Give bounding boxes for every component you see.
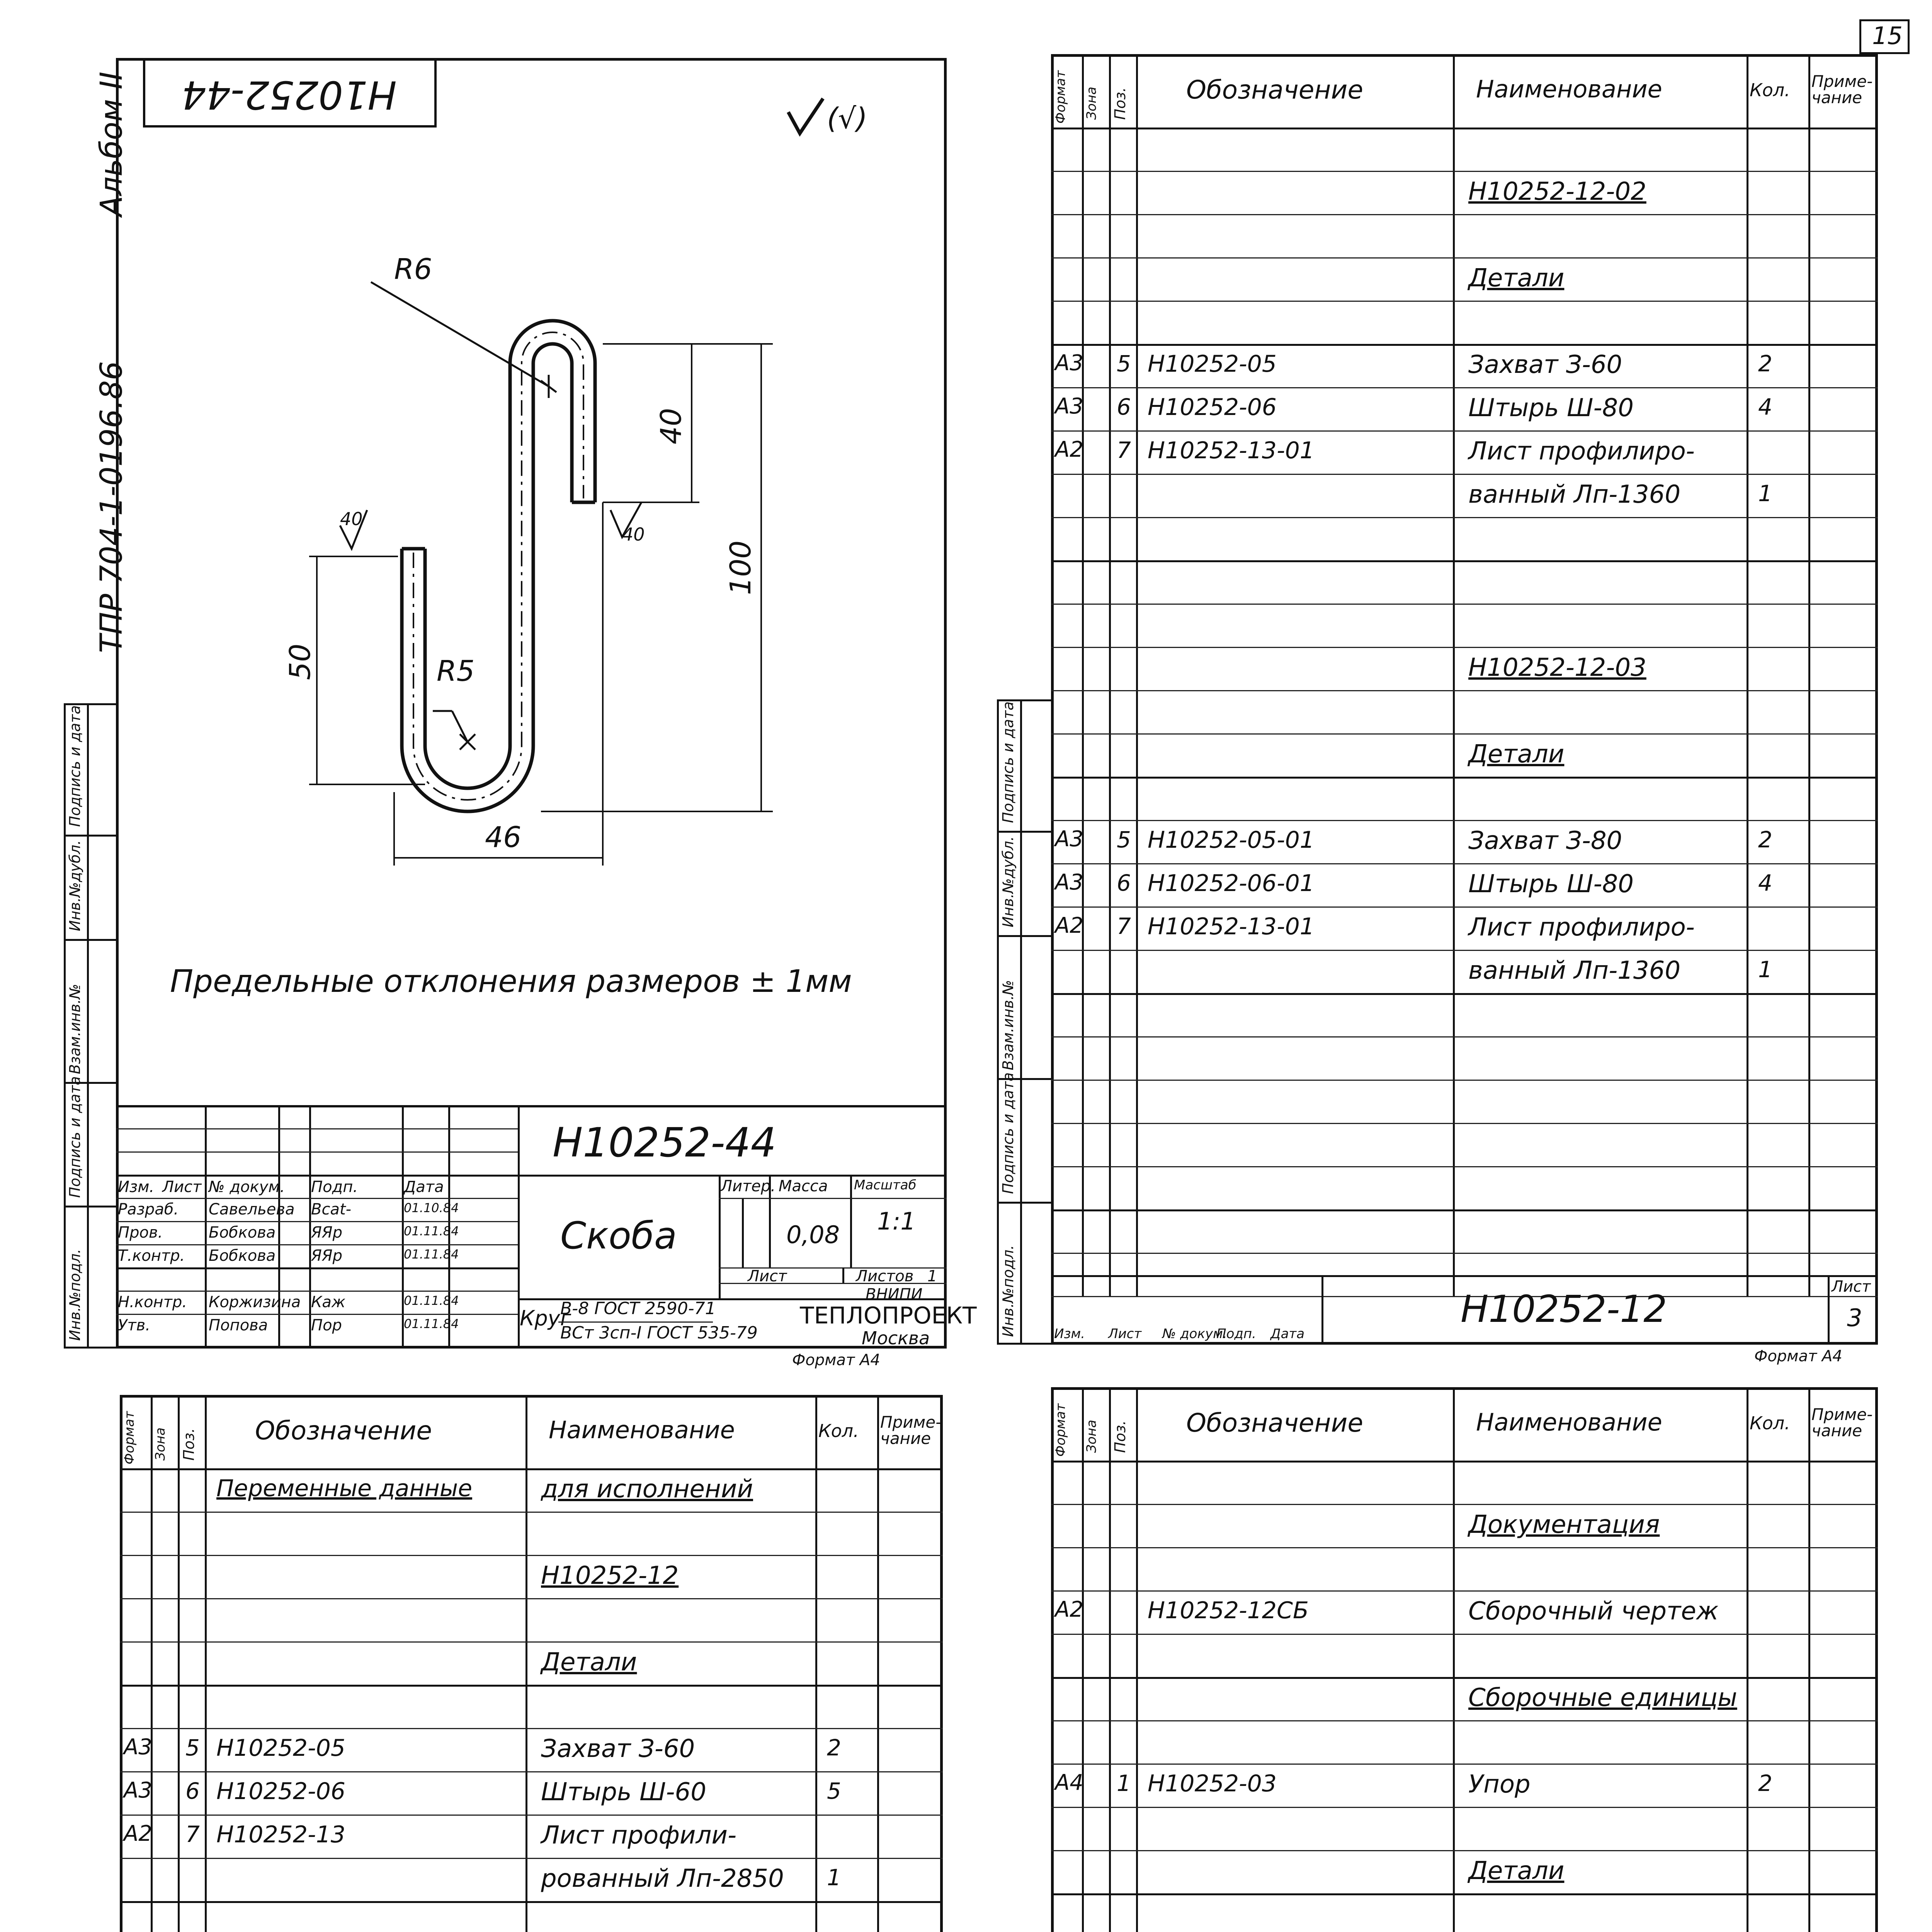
tb-doc-code: Н10252-44 <box>553 1119 776 1166</box>
column-rule <box>1109 54 1111 1296</box>
cell-kol: 2 <box>1758 1770 1772 1797</box>
hdr-format: Формат <box>122 1411 137 1464</box>
side-label-tr-3: Взам.инв.№ <box>1000 980 1017 1070</box>
footer-hdr: Лист <box>1108 1326 1142 1342</box>
cell-format: А3 <box>1055 394 1083 419</box>
cell-poz: 1 <box>1117 1770 1131 1797</box>
cell-naim: Лист профилиро- <box>1468 437 1695 466</box>
cell-poz: 6 <box>1117 394 1131 420</box>
row-rule <box>120 1901 943 1903</box>
row-rule <box>1051 1590 1878 1592</box>
cell-poz: 5 <box>1117 827 1131 853</box>
row-rule <box>1051 171 1878 172</box>
side-label-tr-2: Подпись и дата <box>1000 1072 1017 1194</box>
column-rule <box>151 1395 153 1932</box>
sheet-number: 15 <box>1872 22 1903 50</box>
cell-format: А2 <box>124 1821 152 1847</box>
dim-46: 46 <box>485 821 522 854</box>
cell-poz: 5 <box>185 1735 200 1761</box>
cell-format: А3 <box>1055 350 1083 376</box>
footer-col <box>1321 1275 1323 1345</box>
row-rule <box>1051 1504 1878 1505</box>
hdr-zona: Зона <box>1084 1420 1099 1453</box>
row-rule <box>1051 344 1878 346</box>
hdr-oboz: Обозначение <box>1186 75 1363 105</box>
tb-hdr-data: Дата <box>404 1178 444 1196</box>
hdr-naim: Наименование <box>549 1416 735 1444</box>
tb-material-bottom: ВСт 3сп-I ГОСТ 535-79 <box>560 1323 758 1343</box>
footer-col <box>1828 1275 1830 1345</box>
row-rule <box>1051 733 1878 735</box>
cell-oboz: Переменные данные <box>216 1475 473 1502</box>
album-name: Альбом II <box>94 71 129 216</box>
tb-listov: 1 <box>927 1267 937 1285</box>
roughness-symbol <box>784 97 827 139</box>
tb-person: Попова <box>209 1316 268 1334</box>
row-rule <box>1051 214 1878 215</box>
row-rule <box>1051 1123 1878 1124</box>
cell-kol: 4 <box>1758 870 1772 896</box>
tb-material-top: В-8 ГОСТ 2590-71 <box>560 1299 716 1318</box>
column-rule <box>1453 54 1455 1296</box>
row-rule <box>1051 604 1878 605</box>
column-rule <box>205 1395 207 1932</box>
header-rule <box>1051 1461 1878 1463</box>
tb-col-massa: Масса <box>779 1177 828 1195</box>
cell-kol: 1 <box>1758 480 1772 507</box>
row-rule <box>1051 1547 1878 1548</box>
cell-poz: 7 <box>1117 437 1131 464</box>
header-rule <box>120 1468 943 1470</box>
hdr-format: Формат <box>1053 70 1068 124</box>
tb-role: Т.контр. <box>118 1247 185 1265</box>
column-rule <box>815 1395 817 1932</box>
column-rule <box>178 1395 180 1932</box>
cell-poz: 6 <box>1117 870 1131 896</box>
hdr-kol: Кол. <box>1750 1413 1790 1434</box>
tb-hdr-podp: Подп. <box>311 1178 358 1196</box>
side-label-5: Подпись и дата <box>66 705 83 827</box>
hdr-prim: Приме-чание <box>1811 72 1873 107</box>
cell-poz: 6 <box>185 1778 200 1804</box>
tb-person: Савельева <box>209 1201 295 1218</box>
column-rule <box>1082 54 1084 1296</box>
cell-format: А3 <box>1055 870 1083 895</box>
cell-naim: Детали <box>541 1648 637 1677</box>
footer-doc-code: Н10252-12 <box>1461 1287 1667 1331</box>
tb-role: Н.контр. <box>118 1293 187 1311</box>
cell-naim: Штырь Ш-80 <box>1468 394 1634 423</box>
row-rule <box>120 1728 943 1729</box>
tb-hdr-izm: Изм. <box>118 1178 155 1196</box>
cell-format: А3 <box>124 1778 152 1803</box>
tb-sign: Пор <box>311 1316 342 1334</box>
tb-date: 01.11.84 <box>404 1247 459 1262</box>
row-rule <box>1051 1253 1878 1254</box>
hdr-kol: Кол. <box>1750 80 1790 100</box>
row-rule <box>1051 1764 1878 1765</box>
row-rule <box>1051 1080 1878 1081</box>
row-rule <box>120 1771 943 1772</box>
hdr-oboz: Обозначение <box>1186 1408 1363 1438</box>
row-rule <box>1051 1807 1878 1808</box>
side-label-tr-1: Инв.№подл. <box>1000 1245 1017 1337</box>
row-rule <box>1051 387 1878 388</box>
cell-format: А2 <box>1055 1597 1083 1622</box>
cell-naim: Упор <box>1468 1770 1531 1799</box>
cell-poz: 7 <box>1117 913 1131 940</box>
cell-oboz: Н10252-13-01 <box>1148 913 1315 940</box>
tb-role: Пров. <box>118 1224 163 1242</box>
tb-person: Коржизина <box>209 1293 301 1311</box>
hdr-zona: Зона <box>1084 87 1099 120</box>
tb-person: Бобкова <box>209 1247 276 1265</box>
cell-oboz: Н10252-05 <box>1148 350 1277 378</box>
cell-format: А3 <box>1055 827 1083 852</box>
cell-oboz: Н10252-03 <box>1148 1770 1277 1798</box>
header-rule <box>1051 128 1878 129</box>
footer-hdr: № докум. <box>1162 1326 1227 1342</box>
cell-naim: Лист профилиро- <box>1468 913 1695 942</box>
cell-naim: Н10252-12-03 <box>1468 653 1646 682</box>
row-rule <box>1051 993 1878 995</box>
cell-format: А4 <box>1055 1770 1083 1796</box>
cell-naim: Детали <box>1468 1857 1565 1886</box>
cell-kol: 5 <box>827 1778 841 1804</box>
hdr-zona: Зона <box>153 1427 168 1461</box>
format-label-tr: Формат А4 <box>1754 1347 1842 1365</box>
row-rule <box>120 1598 943 1599</box>
footer-hdr: Изм. <box>1054 1326 1085 1342</box>
column-rule <box>1808 54 1810 1296</box>
cell-naim: Штырь Ш-60 <box>541 1778 706 1807</box>
row-rule <box>1051 1850 1878 1851</box>
row-rule <box>1051 1677 1878 1679</box>
tb-role: Утв. <box>118 1316 150 1334</box>
tb-hdr-doc: № докум. <box>209 1178 285 1196</box>
mirrored-code: Н10252-44 <box>182 72 397 117</box>
tb-sign: Каж <box>311 1293 345 1311</box>
cell-oboz: Н10252-05-01 <box>1148 827 1315 854</box>
row-rule <box>1051 1634 1878 1635</box>
row-rule <box>1051 1166 1878 1167</box>
row-rule <box>120 1641 943 1643</box>
side-label-2: Подпись и дата <box>66 1076 83 1198</box>
cell-oboz: Н10252-12СБ <box>1148 1597 1309 1624</box>
row-rule <box>120 1555 943 1556</box>
tb-org3: Москва <box>862 1328 930 1349</box>
tolerance-note: Предельные отклонения размеров ± 1мм <box>170 963 852 999</box>
tb-col-litera: Литер. <box>721 1177 776 1195</box>
row-rule <box>1051 1720 1878 1721</box>
cell-kol: 1 <box>1758 956 1772 983</box>
cell-kol: 2 <box>1758 350 1772 377</box>
label-r5: R5 <box>437 655 475 688</box>
row-rule <box>1051 517 1878 518</box>
side-label-tr-4: Инв.№дубл. <box>1000 836 1017 927</box>
row-rule <box>120 1512 943 1513</box>
row-rule <box>1051 560 1878 562</box>
hdr-poz: Поз. <box>1112 1420 1129 1453</box>
hdr-poz: Поз. <box>1112 87 1129 120</box>
cell-format: А3 <box>124 1735 152 1760</box>
row-rule <box>120 1858 943 1859</box>
row-rule <box>1051 257 1878 259</box>
row-rule <box>1051 1036 1878 1037</box>
column-rule <box>1747 54 1748 1296</box>
hdr-prim: Приме-чание <box>880 1413 942 1448</box>
cell-format: А2 <box>1055 913 1083 939</box>
cell-naim: Детали <box>1468 264 1565 293</box>
tb-hdr-list: Лист <box>162 1178 202 1196</box>
tb-date: 01.11.84 <box>404 1316 459 1331</box>
row-rule <box>1051 1893 1878 1895</box>
hdr-naim: Наименование <box>1476 1408 1662 1436</box>
row-rule <box>1051 906 1878 908</box>
column-rule <box>877 1395 879 1932</box>
cell-format: А2 <box>1055 437 1083 463</box>
cell-naim: ванный Лп-1360 <box>1468 480 1681 509</box>
cell-oboz: Н10252-06 <box>1148 394 1277 421</box>
tb-sign: Bcat- <box>311 1201 352 1218</box>
spec-tr-frame <box>1051 54 1878 1345</box>
row-rule <box>1051 474 1878 475</box>
cell-naim: Сборочный чертеж <box>1468 1597 1719 1626</box>
cell-naim: Н10252-12-02 <box>1468 177 1646 206</box>
hdr-naim: Наименование <box>1476 75 1662 103</box>
tb-date: 01.10.84 <box>404 1201 459 1215</box>
tb-org1: ВНИПИ <box>866 1286 923 1303</box>
side-label-4: Инв.№дубл. <box>66 840 83 931</box>
side-label-tr-5: Подпись и дата <box>1000 701 1017 823</box>
row-rule <box>120 1685 943 1687</box>
row-rule <box>1051 820 1878 821</box>
hdr-prim: Приме-чание <box>1811 1405 1873 1440</box>
column-rule <box>1136 54 1138 1296</box>
hdr-poz: Поз. <box>180 1428 197 1461</box>
row-rule <box>1051 690 1878 691</box>
cell-naim: Захват З-60 <box>541 1735 695 1764</box>
dim-50: 50 <box>284 643 317 680</box>
cell-kol: 2 <box>1758 827 1772 853</box>
row-rule <box>120 1815 943 1816</box>
tb-list-label: Лист <box>748 1267 787 1285</box>
dim-40-slope: 40 <box>622 524 645 545</box>
album-code: ТПР 704-1-0196.86 <box>94 361 129 653</box>
footer-hdr: Подп. <box>1216 1326 1256 1342</box>
cell-kol: 1 <box>827 1864 841 1891</box>
row-rule <box>1051 647 1878 648</box>
tb-org2: ТЕПЛОПРОЕКТ <box>800 1302 977 1329</box>
dim-100: 100 <box>724 540 757 595</box>
cell-naim: Захват З-60 <box>1468 350 1622 379</box>
hdr-kol: Кол. <box>818 1420 859 1441</box>
cell-oboz: Н10252-13-01 <box>1148 437 1315 464</box>
hdr-oboz: Обозначение <box>255 1416 432 1446</box>
cell-oboz: Н10252-06-01 <box>1148 870 1315 897</box>
side-label-1: Инв.№подл. <box>66 1248 83 1341</box>
tb-masshtab: 1:1 <box>877 1207 916 1235</box>
cell-naim: Сборочные единицы <box>1468 1684 1737 1713</box>
cell-kol: 4 <box>1758 394 1772 420</box>
cell-poz: 5 <box>1117 350 1131 377</box>
footer-hdr: Дата <box>1270 1326 1305 1342</box>
tb-date: 01.11.84 <box>404 1293 459 1308</box>
hdr-format: Формат <box>1053 1403 1068 1457</box>
cell-naim: ванный Лп-1360 <box>1468 956 1681 985</box>
cell-naim: Документация <box>1468 1510 1660 1539</box>
cell-naim: Захват З-80 <box>1468 827 1622 855</box>
tb-sign: ЯЯр <box>311 1247 342 1265</box>
row-rule <box>1051 863 1878 864</box>
footer-rule <box>1051 1275 1878 1277</box>
label-r6: R6 <box>394 253 432 286</box>
row-rule <box>1051 430 1878 432</box>
column-rule <box>526 1395 527 1932</box>
tb-part-name: Скоба <box>560 1214 677 1257</box>
cell-naim: Детали <box>1468 740 1565 769</box>
cell-naim: Штырь Ш-80 <box>1468 870 1634 899</box>
row-rule <box>1051 1209 1878 1211</box>
row-rule <box>1051 950 1878 951</box>
tb-listov-label: Листов <box>856 1267 914 1285</box>
roughness-note: (√) <box>827 102 867 135</box>
tb-material-prefix: Круг <box>520 1306 571 1330</box>
row-rule <box>1051 301 1878 302</box>
cell-poz: 7 <box>185 1821 200 1848</box>
cell-naim: для исполнений <box>541 1475 753 1504</box>
tb-col-masshtab: Масштаб <box>854 1177 917 1193</box>
cell-naim: Н10252-12 <box>541 1561 679 1590</box>
side-label-3: Взам.инв.№ <box>66 984 83 1074</box>
format-label-tl: Формат А4 <box>792 1351 880 1369</box>
row-rule <box>1051 777 1878 779</box>
cell-oboz: Н10252-13 <box>216 1821 345 1849</box>
dim-40-left: 40 <box>340 509 363 529</box>
cell-naim: рованный Лп-2850 <box>541 1864 784 1893</box>
tb-date: 01.11.84 <box>404 1224 459 1238</box>
cell-oboz: Н10252-06 <box>216 1778 345 1805</box>
dim-40-upper: 40 <box>655 408 688 444</box>
cell-oboz: Н10252-05 <box>216 1735 345 1762</box>
tb-person: Бобкова <box>209 1224 276 1242</box>
tb-massa: 0,08 <box>786 1221 840 1249</box>
cell-kol: 2 <box>827 1735 841 1761</box>
tb-role: Разраб. <box>118 1201 179 1218</box>
cell-naim: Лист профили- <box>541 1821 737 1850</box>
footer-list-label: Лист <box>1832 1278 1871 1296</box>
footer-list-num: 3 <box>1847 1304 1862 1332</box>
tb-sign: ЯЯр <box>311 1224 342 1242</box>
